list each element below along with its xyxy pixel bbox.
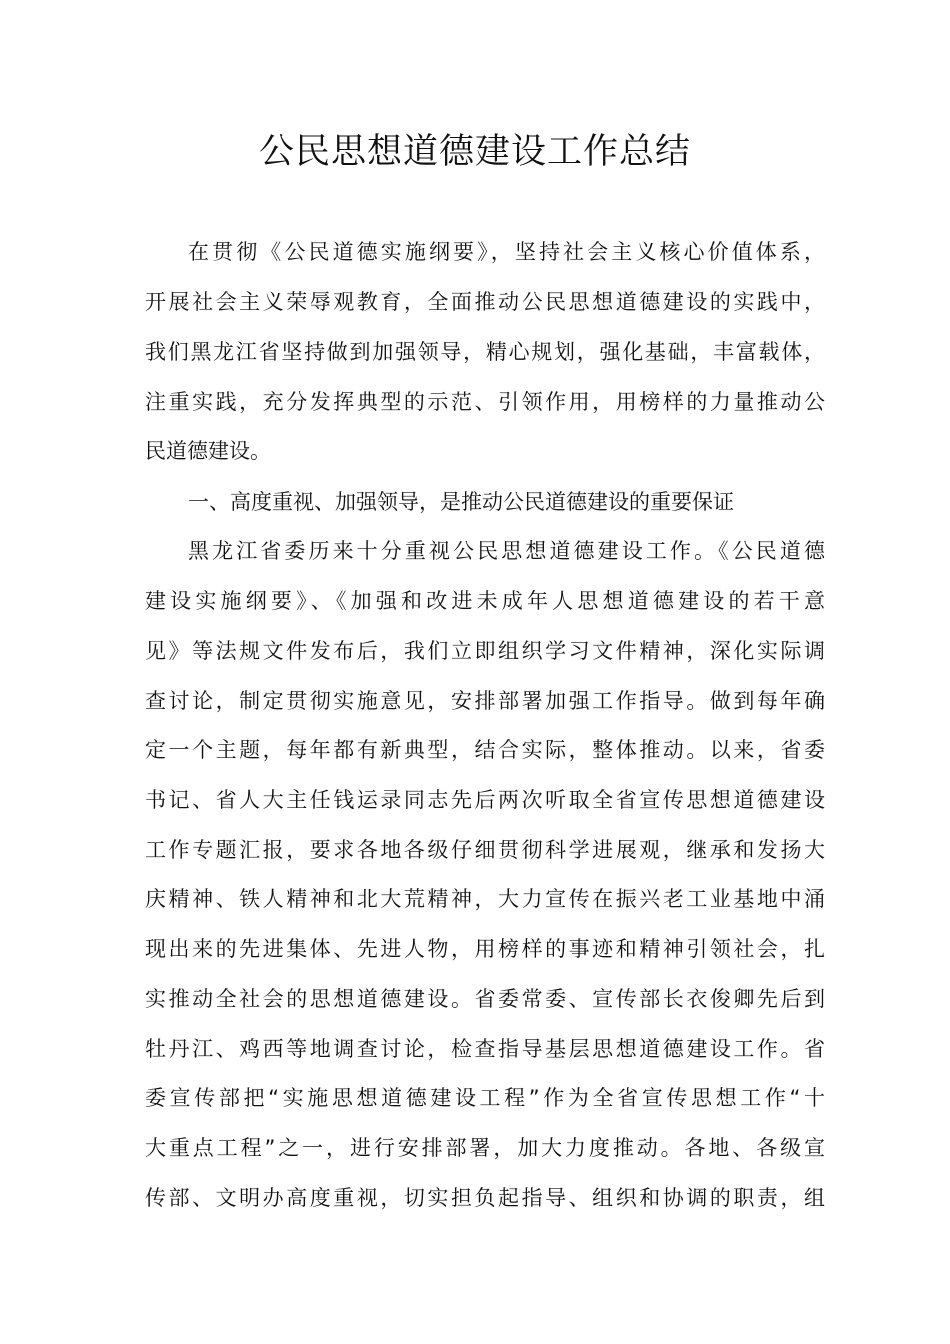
paragraph-line: 大重点工程”之一，进行安排部署，加大力度推动。各地、各级宣 bbox=[145, 1136, 825, 1160]
paragraph-line: 民道德建设。 bbox=[145, 439, 271, 463]
paragraph-line: 现出来的先进集体、先进人物，用榜样的事迹和精神引领社会，扎 bbox=[145, 937, 825, 961]
document-title: 公民思想道德建设工作总结 bbox=[258, 132, 691, 172]
paragraph-line: 实推动全社会的思想道德建设。省委常委、宣传部长衣俊卿先后到 bbox=[145, 987, 825, 1011]
paragraph-line: 委宣传部把“实施思想道德建设工程”作为全省宣传思想工作“十 bbox=[145, 1086, 825, 1110]
paragraph-line: 庆精神、铁人精神和北大荒精神，大力宣传在振兴老工业基地中涌 bbox=[145, 887, 825, 911]
paragraph-line: 我们黑龙江省坚持做到加强领导，精心规划，强化基础，丰富载体， bbox=[145, 340, 825, 364]
paragraph-line: 黑龙江省委历来十分重视公民思想道德建设工作。《公民道德 bbox=[188, 539, 825, 563]
paragraph-line: 传部、文明办高度重视，切实担负起指导、组织和协调的职责，组 bbox=[145, 1186, 825, 1210]
paragraph-line: 查讨论，制定贯彻实施意见，安排部署加强工作指导。做到每年确 bbox=[145, 689, 825, 713]
paragraph-line: 建设实施纲要》、《加强和改进未成年人思想道德建设的若干意 bbox=[145, 589, 825, 613]
paragraph-line: 工作专题汇报，要求各地各级仔细贯彻科学进展观，继承和发扬大 bbox=[145, 838, 825, 862]
paragraph-line: 书记、省人大主任钱运录同志先后两次听取全省宣传思想道德建设 bbox=[145, 788, 825, 812]
paragraph-line: 见》等法规文件发布后，我们立即组织学习文件精神，深化实际调 bbox=[145, 639, 825, 663]
paragraph-line: 注重实践，充分发挥典型的示范、引领作用，用榜样的力量推动公 bbox=[145, 390, 825, 414]
paragraph-line: 定一个主题，每年都有新典型，结合实际，整体推动。以来，省委 bbox=[145, 738, 825, 762]
paragraph-line: 开展社会主义荣辱观教育，全面推动公民思想道德建设的实践中， bbox=[145, 290, 825, 314]
paragraph-line: 在贯彻《公民道德实施纲要》，坚持社会主义核心价值体系， bbox=[188, 240, 825, 264]
section-heading: 一、高度重视、加强领导，是推动公民道德建设的重要保证 bbox=[188, 490, 734, 514]
paragraph-line: 牡丹江、鸡西等地调查讨论，检查指导基层思想道德建设工作。省 bbox=[145, 1037, 825, 1061]
